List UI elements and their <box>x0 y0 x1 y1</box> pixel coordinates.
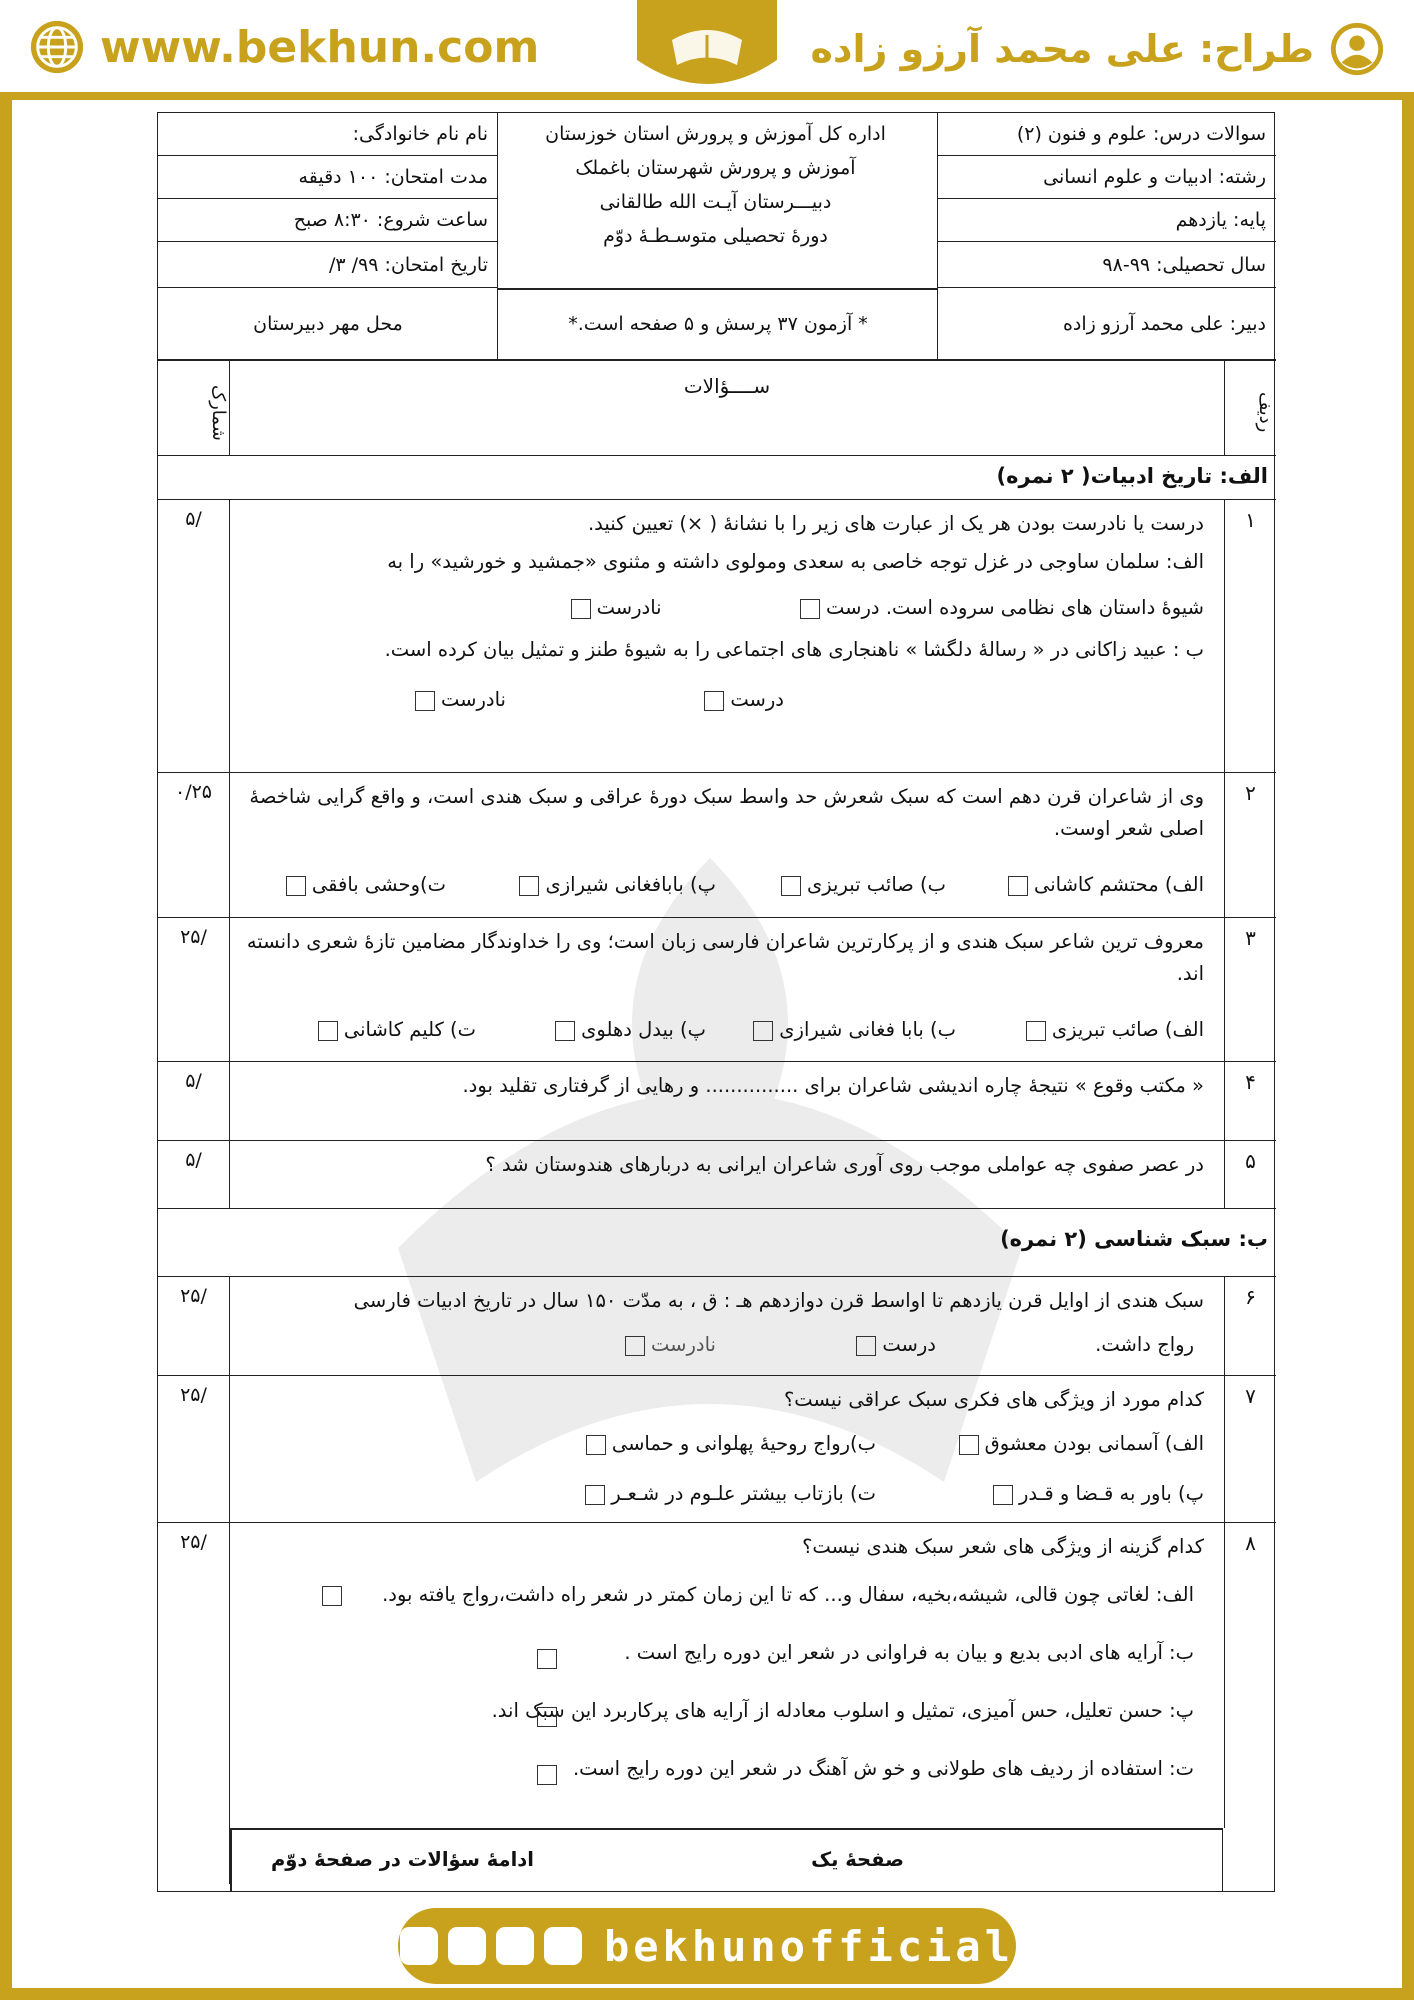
option-d[interactable]: ت) کلیم کاشانی <box>312 1018 476 1041</box>
question-5 <box>158 1141 1276 1209</box>
level-line: دورۀ تحصیلی متوسـطـۀ دوّم <box>603 225 828 247</box>
subject-field: سوالات درس: علوم و فنون (۲) <box>938 113 1276 156</box>
footer-score-cell <box>158 1828 230 1891</box>
option-d[interactable]: ت) بازتاب بیشتر علـوم در شـعـر <box>579 1482 876 1505</box>
section-a-header <box>158 456 1276 500</box>
school-line: دبیـــرستان آیـت الله طالقانی <box>599 191 832 213</box>
option-a[interactable]: الف) صائب تبریزی <box>1020 1018 1204 1041</box>
section-title: الف: تاریخ ادبیات( ۲ نمره) <box>996 464 1268 488</box>
question-number: ۳ <box>1224 918 1276 1061</box>
section-title: ب: سبک شناسی (۲ نمره) <box>1000 1227 1268 1251</box>
question-score: /۵ <box>158 1062 230 1140</box>
option-true[interactable]: درست <box>850 1333 936 1356</box>
question-8 <box>158 1523 1276 1828</box>
question-text: کدام گزینه از ویژگی های شعر سبک هندی نیست؟ <box>802 1535 1204 1558</box>
statement-b: ب : عبید زاکانی در « رسالۀ دلگشا » ناهنجاری های اجتماعی را به شیوۀ طنز و تمثیل بیان کرده است. <box>384 638 1204 661</box>
youtube-icon[interactable] <box>448 1927 486 1965</box>
exam-count-note: * آزمون ۳۷ پرسش و ۵ صفحه است.* <box>568 312 868 335</box>
checkbox-b[interactable] <box>537 1649 557 1669</box>
question-1 <box>158 500 1276 773</box>
question-score: /۵ <box>158 500 230 772</box>
question-number: ۲ <box>1224 773 1276 917</box>
question-2 <box>158 773 1276 918</box>
grade-field: پایه: یازدهم <box>938 199 1276 242</box>
question-score: /۲۵ <box>158 1523 230 1884</box>
question-text: در عصر صفوی چه عواملی موجب روی آوری شاعران ایرانی به دربارهای هندوستان شد ؟ <box>485 1153 1204 1176</box>
bekhun-logo-icon <box>637 0 777 98</box>
globe-icon <box>28 18 86 76</box>
option-c[interactable]: پ: حسن تعلیل، حس آمیزی، تمثیل و اسلوب معادله از آرایه های پرکاربرد این سبک اند. <box>491 1699 1194 1722</box>
page-number: صفحۀ یک <box>811 1848 904 1871</box>
instagram-icon[interactable] <box>544 1927 582 1965</box>
option-false[interactable]: نادرست <box>619 1333 716 1356</box>
question-number: ۶ <box>1224 1277 1276 1375</box>
question-number: ۷ <box>1224 1376 1276 1522</box>
option-b[interactable]: ب) صائب تبریزی <box>775 873 946 896</box>
section-b-header <box>158 1209 1276 1277</box>
question-7 <box>158 1376 1276 1523</box>
question-score: /۲۵ <box>158 1277 230 1375</box>
checkbox-false[interactable] <box>415 691 435 711</box>
user-icon <box>1328 20 1386 78</box>
question-number: ۴ <box>1224 1062 1276 1140</box>
question-number: ۵ <box>1224 1141 1276 1208</box>
option-c[interactable]: پ) بیدل دهلوی <box>549 1018 706 1041</box>
question-score: /۵ <box>158 1141 230 1208</box>
school-stamp-area: محل مهر دبیرستان <box>253 312 403 335</box>
checkbox-true[interactable] <box>800 599 820 619</box>
questions-label: ســــؤالات <box>683 374 771 398</box>
field-of-study: رشته: ادبیات و علوم انسانی <box>938 156 1276 199</box>
footer-num-cell <box>1222 1828 1274 1891</box>
exam-header <box>158 113 1276 359</box>
exam-date-field: تاریخ امتحان: ۹۹/ ۳/ <box>158 242 498 288</box>
designer-name: طراح: علی محمد آرزو زاده <box>810 27 1314 71</box>
org-line: اداره کل آموزش و پرورش استان خوزستان <box>545 123 886 145</box>
option-d[interactable]: ت)وحشی بافقی <box>280 873 446 896</box>
statement-a-cont: شیوۀ داستان های نظامی سروده است. <box>885 596 1204 619</box>
question-number: ۸ <box>1224 1523 1276 1828</box>
option-b[interactable]: ب) بابا فغانی شیرازی <box>747 1018 956 1041</box>
teacher-field: دبیر: علی محمد آرزو زاده <box>1062 312 1266 335</box>
option-c[interactable]: پ) بابافغانی شیرازی <box>513 873 716 896</box>
dept-line: آموزش و پرورش شهرستان باغملک <box>575 157 856 179</box>
duration-field: مدت امتحان: ۱۰۰ دقیقه <box>158 156 498 199</box>
top-divider <box>0 92 1414 100</box>
social-footer <box>398 1908 1016 1984</box>
option-d[interactable]: ت: استفاده از ردیف های طولانی و خو ش آهنگ در شعر این دوره رایج است. <box>572 1757 1194 1780</box>
radif-label: ردیف <box>1224 360 1276 455</box>
question-text: درست یا نادرست بودن هر یک از عبارت های زیر را با نشانۀ ( ×) تعیین کنید. الف: سلمان ساوجی در غزل توجه خاصی به سعدی ومولوی داشته و مثنوی «جمشید و خورشید» را به شیوۀ داستان های نظامی سروده است. درست نادرست ب : عبید زاکانی در « رسالۀ دلگشا » ناهنجاری های اجتماعی را به شیوۀ طنز و تمثیل بیان کرده است. درست نادرست <box>240 508 1204 716</box>
top-banner <box>0 0 1414 100</box>
question-text: « مکتب وقوع » نتیجۀ چاره اندیشی شاعران برای ............... و رهایی از گرفتاری تقلید بود. <box>462 1074 1204 1097</box>
question-4 <box>158 1062 1276 1141</box>
option-a[interactable]: الف) محتشم کاشانی <box>1002 873 1204 896</box>
score-label: شمارک <box>158 360 230 455</box>
question-3 <box>158 918 1276 1062</box>
question-text-cont: رواج داشت. <box>1095 1333 1194 1356</box>
question-text: کدام مورد از ویژگی های فکری سبک عراقی نیست؟ <box>783 1388 1204 1411</box>
option-b[interactable]: ب: آرایه های ادبی بدیع و بیان به فراوانی در شعر این دوره رایج است . <box>624 1641 1194 1664</box>
option-a[interactable]: الف) آسمانی بودن معشوق <box>953 1432 1204 1455</box>
question-number: ۱ <box>1224 500 1276 772</box>
telegram-icon[interactable] <box>496 1927 534 1965</box>
question-6 <box>158 1277 1276 1376</box>
school-info <box>498 117 933 253</box>
checkbox-c[interactable] <box>537 1707 557 1727</box>
aparat-icon[interactable] <box>400 1927 438 1965</box>
option-a[interactable]: الف: لغاتی چون قالی، شیشه،بخیه، سفال و... که تا این زمان کمتر در شعر راه داشت،رواج یافته بود. <box>316 1583 1194 1606</box>
exam-sheet <box>157 112 1275 1892</box>
site-link[interactable] <box>28 18 539 76</box>
site-url[interactable]: www.bekhun.com <box>100 21 540 73</box>
table-header-row <box>158 360 1276 456</box>
question-text: سبک هندی از اوایل قرن یازدهم تا اواسط قرن دوازدهم هـ : ق ، به مدّت ۱۵۰ سال در تاریخ ادبیات فارسی <box>353 1289 1204 1312</box>
social-icons <box>400 1927 582 1965</box>
question-score: /۲۵ <box>158 918 230 1061</box>
question-score: ۰/۲۵ <box>158 773 230 917</box>
statement-a: الف: سلمان ساوجی در غزل توجه خاصی به سعدی ومولوی داشته و مثنوی «جمشید و خورشید» را به <box>387 550 1204 573</box>
option-c[interactable]: پ) باور به قـضا و قـدر <box>987 1482 1204 1505</box>
question-text: وی از شاعران قرن دهم است که سبک شعرش حد واسط سبک دورۀ عراقی و سبک هندی است، و واقع گرایی شاخصۀ اصلی شعر اوست. <box>249 785 1204 840</box>
start-time-field: ساعت شروع: ۸:۳۰ صبح <box>158 199 498 242</box>
option-b[interactable]: ب)رواج روحیۀ پهلوانی و حماسی <box>580 1432 876 1455</box>
academic-year: سال تحصیلی: ۹۹-۹۸ <box>938 242 1276 288</box>
checkbox-false[interactable] <box>571 599 591 619</box>
checkbox-d[interactable] <box>537 1765 557 1785</box>
question-score: /۲۵ <box>158 1376 230 1522</box>
continue-note: ادامۀ سؤالات در صفحۀ دوّم <box>270 1848 534 1871</box>
checkbox-true[interactable] <box>704 691 724 711</box>
question-text: معروف ترین شاعر سبک هندی و از پرکارترین شاعران فارسی زبان است؛ وی را خداوندگار مضامین تازۀ شعری دانسته اند. <box>246 930 1204 985</box>
designer-credit <box>811 20 1386 78</box>
student-name-field[interactable]: نام نام خانوادگی: <box>158 113 498 156</box>
social-handle[interactable]: bekhunofficial <box>603 1921 1014 1971</box>
